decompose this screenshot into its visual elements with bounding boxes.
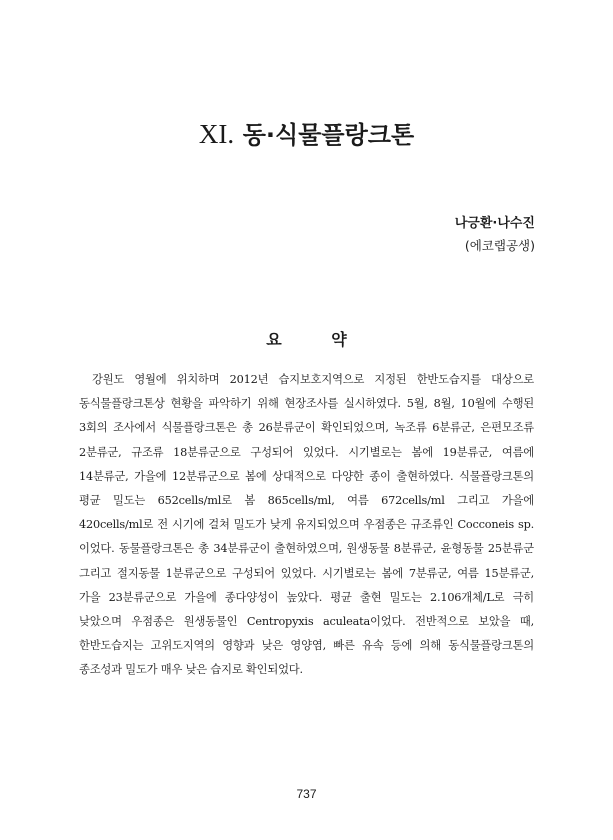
chapter-title <box>0 118 613 151</box>
author-names: 나긍환·나수진 <box>454 216 535 231</box>
author-affiliation: (에코랩공생) <box>464 238 535 253</box>
page-number: 737 <box>296 787 317 801</box>
chapter-numeral: XI. <box>198 119 235 149</box>
author-block <box>455 213 535 257</box>
summary-heading: 요 약 <box>266 330 369 349</box>
chapter-name: 동·식물플랑크톤 <box>242 121 415 149</box>
summary-paragraph: 강원도 영월에 위치하며 2012년 습지보호지역으로 지정된 한반도습지를 대상으로 동식물플랑크톤상 현황을 파악하기 위해 현장조사를 실시하였다. 5월, 8월, 10월에 수행된 3회의 조사에서 식물플랑크톤은 총 26분류군이 확인되었으며, 녹조류 6분류군, 은편모조류 2분류군, 규조류 18분류군으로 구성되어 있었다. 시기별로는 봄에 19분류군, 여름에 14분류군, 가을에 12분류군으로 봄에 상대적으로 다양한 종이 출현하였다. 식물플랑크톤의 평균 밀도는 652cells/ml로 봄 865cells/ml, 여름 672cells/ml 그리고 가을에 420cells/ml로 전 시기에 걸쳐 밀도가 낮게 유지되었으며 우점종은 규조류인 Cocconeis sp.이었다. 동물플랑크톤은 총 34분류군이 출현하였으며, 원생동물 8분류군, 윤형동물 25분류군 그리고 절지동물 1분류군으로 구성되어 있었다. 시기별로는 봄에 7분류군, 여름 15분류군, 가을 23분류군으로 가을에 종다양성이 높았다. 평균 출현 밀도는 2.106개체/L로 극히 낮았으며 우점종은 원생동물인 Centropyxis aculeata이었다. 전반적으로 보았을 때, 한반도습지는 고위도지역의 영향과 낮은 영양염, 빠른 유속 등에 의해 동식물플랑크톤의 종조성과 밀도가 매우 낮은 습지로 확인되었다. <box>79 373 534 677</box>
